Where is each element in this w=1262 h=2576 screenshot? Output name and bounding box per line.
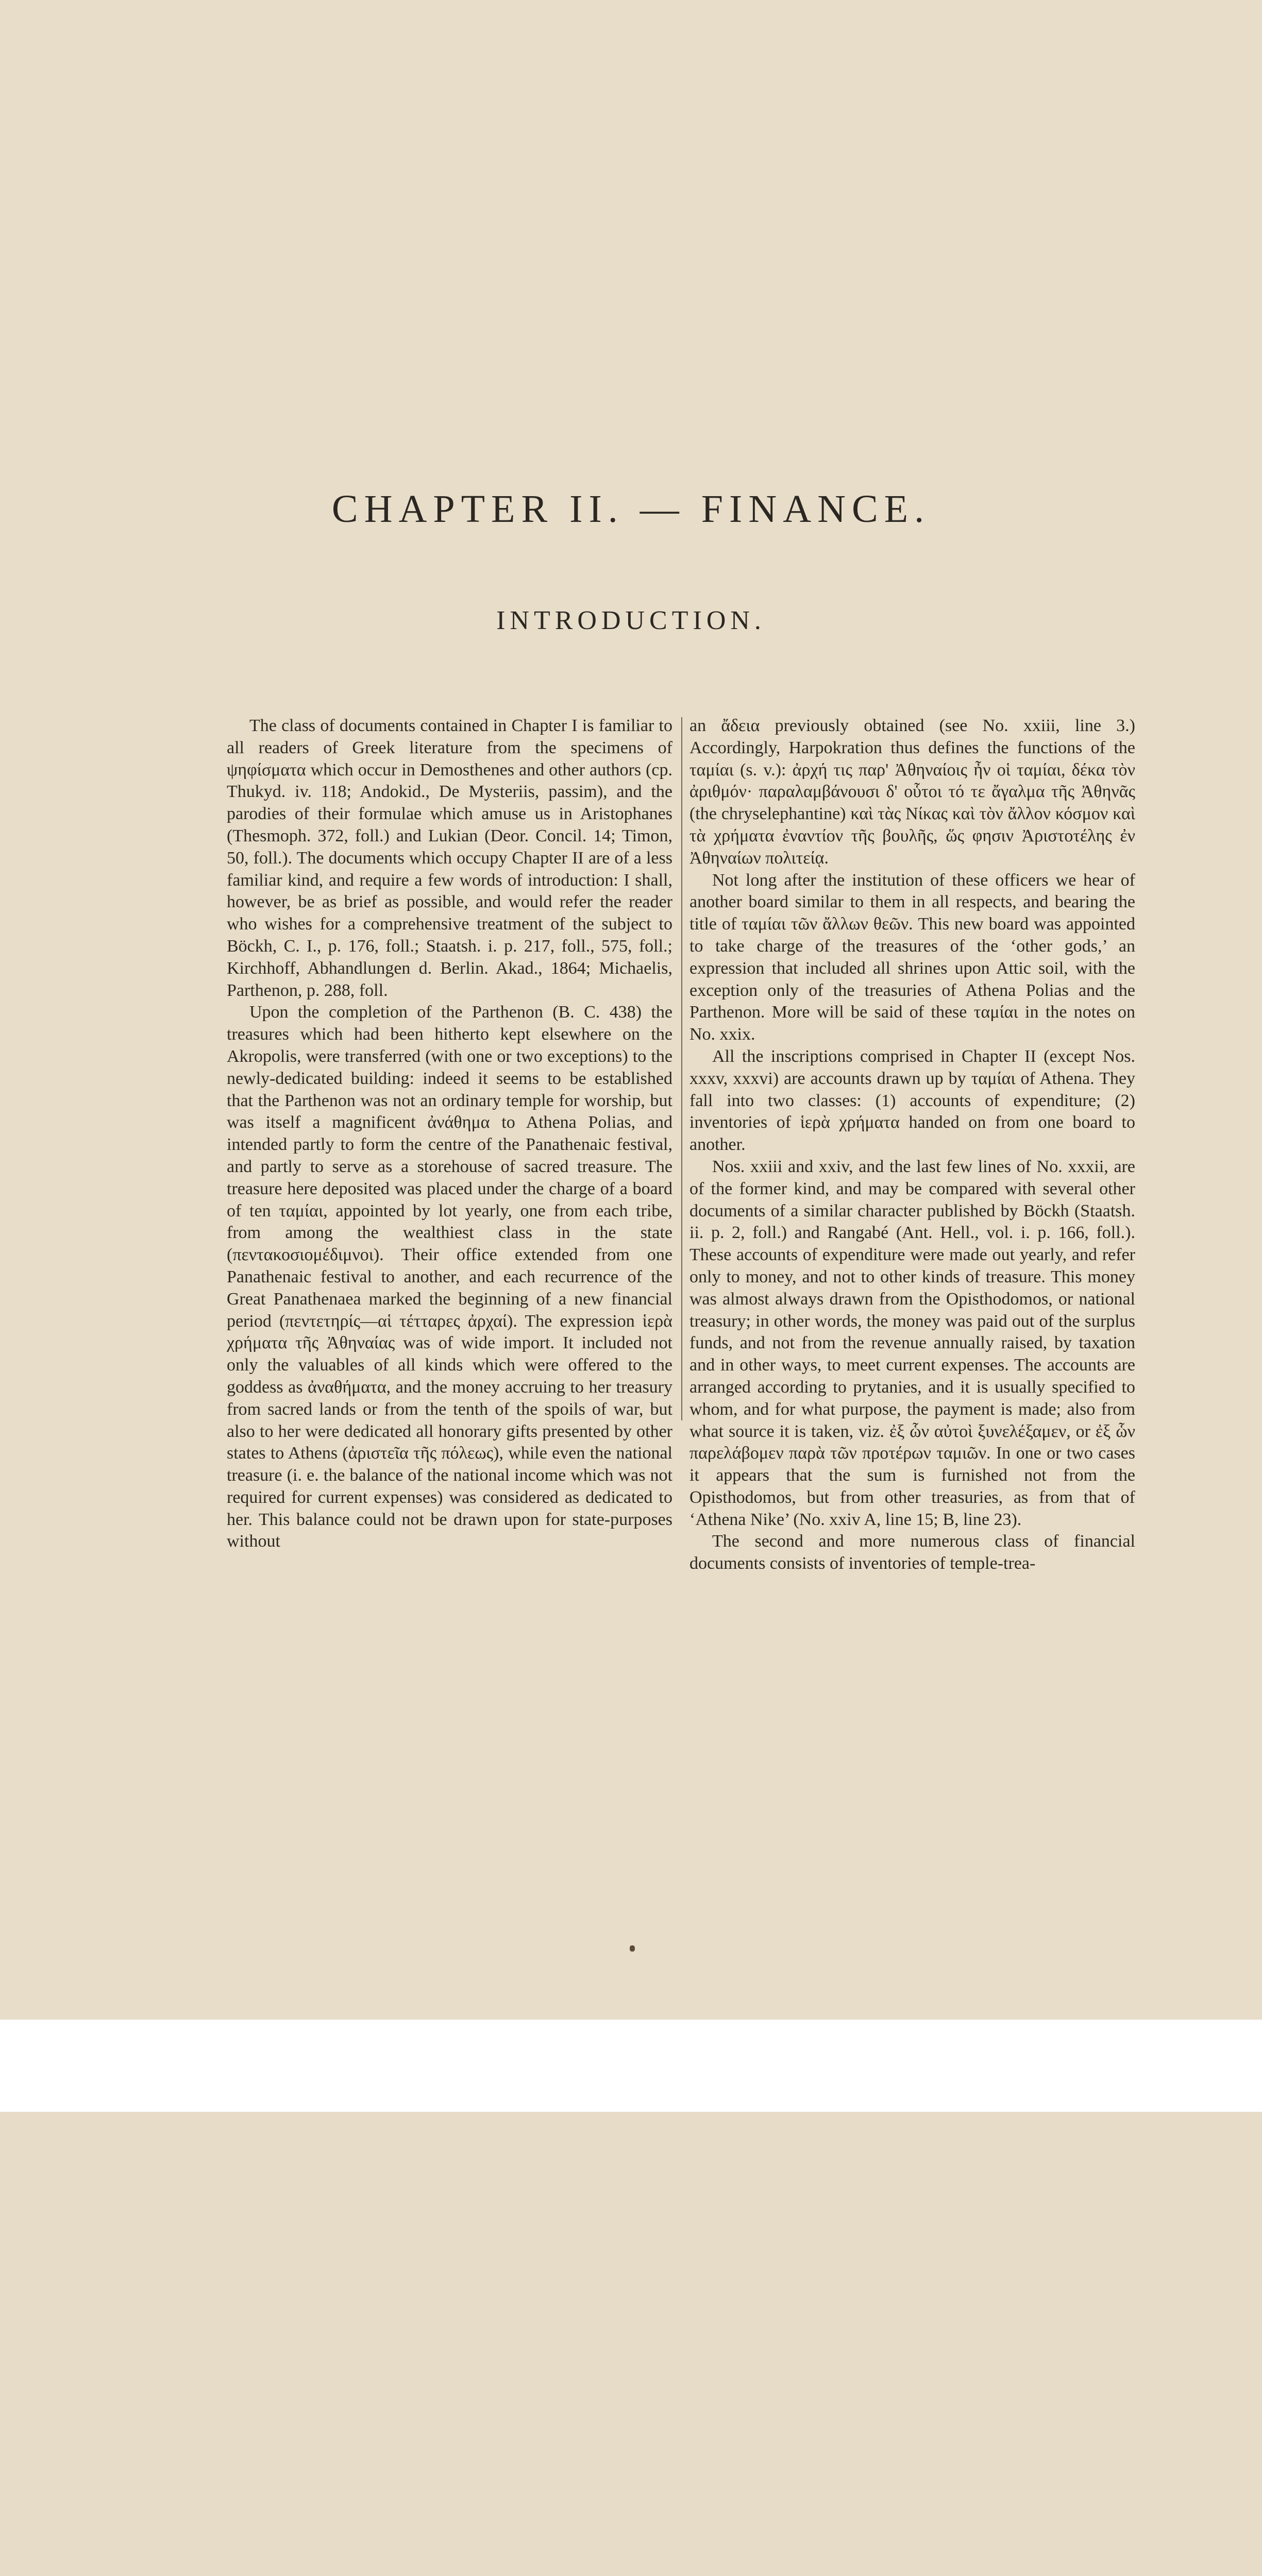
paragraph: Nos. xxiii and xxiv, and the last few lines of No. xxxii, are of the former kind, and may be compared with several other documents of a similar character published by Böckh (Staatsh. ii. p. 2, foll.) and Rangabé (Ant. Hell., vol. i. p. 166, foll.). These accounts of expenditure were made out yearly, and refer only to money, and not to other kinds of treasure. This money was almost always drawn from the Opisthodomos, or national treasury; in other words, the money was paid out of the surplus funds, and not from the revenue annually raised, by taxation and in other ways, to meet current expenses. The accounts are arranged according to prytanies, and it is usually specified to whom, and for what purpose, the payment is made; also from what source it is taken, viz. ἐξ ὧν αὐτοὶ ξυνελέξαμεν, or ἐξ ὧν παρελάβομεν παρὰ τῶν προτέρων ταμιῶν. In one or two cases it appears that the sum is furnished not from the Opisthodomos, but from other treasuries, as from that of ‘Athena Nike’ (No. xxiv A, line 15; B, line 23). xyxy=(689,1157,1135,1529)
paragraph: Upon the completion of the Parthenon (B. C. 438) the treasures which had been hitherto kept elsewhere on the Akropolis, were transferred (with one or two exceptions) to the newly-dedicated building: indeed it seems to be established that the Parthenon was not an ordinary temple for worship, but was itself a magnificent ἀνάθημα to Athena Polias, and intended partly to form the centre of the Panathenaic festival, and partly to serve as a storehouse of sacred treasure. The treasure here deposited was placed under the charge of a board of ten ταμίαι, appointed by lot yearly, one from each tribe, from among the wealthiest class in the state (πεντακοσιομέδιμνοι). Their office extended from one Panathenaic festival to another, and each recurrence of the Great Panathenaea marked the beginning of a new financial period (πεντετηρίς—αἱ τέτταρες ἀρχαί). The expression ἱερὰ χρήματα τῆς Ἀθηναίας was of wide import. It included not only the valuables of all kinds which were offered to the goddess as ἀναθήματα, and the money accruing to her treasury from sacred lands or from the tenth of the spoils of war, but also to her were dedicated all honorary gifts presented by other states to Athens (ἀριστεῖα τῆς πόλεως), while even the national treasure (i. e. the balance of the national income which was not required for current expenses) was considered as dedicated to her. This balance could not be drawn upon for state-purposes without xyxy=(227,1003,672,1551)
chapter-title: CHAPTER II. — FINANCE. xyxy=(331,487,931,531)
left-column xyxy=(227,715,672,1553)
section-title: INTRODUCTION. xyxy=(496,606,766,635)
paragraph: The class of documents contained in Chapter I is familiar to all readers of Greek literature from the specimens of ψηφίσματα which occur in Demosthenes and other authors (cp. Thukyd. iv. 118; Andokid., De Mysteriis, passim), and the parodies of their formulae which amuse us in Aristophanes (Thesmoph. 372, foll.) and Lukian (Deor. Concil. 14; Timon, 50, foll.). The documents which occupy Chapter II are of a less familiar kind, and require a few words of introduction: I shall, however, be as brief as possible, and would refer the reader who wishes for a comprehensive treatment of the subject to Böckh, C. I., p. 176, foll.; Staatsh. i. p. 217, foll., 575, foll.; Kirchhoff, Abhandlungen d. Berlin. Akad., 1864; Michaelis, Parthenon, p. 288, foll. xyxy=(227,716,672,1000)
digitization-footer xyxy=(0,2020,1262,2112)
ink-spot xyxy=(630,1945,635,1952)
paragraph: The second and more numerous class of financial documents consists of inventories of temple-trea- xyxy=(689,1532,1135,1573)
paragraph: All the inscriptions comprised in Chapter II (except Nos. xxxv, xxxvi) are accounts drawn up by ταμίαι of Athena. They fall into two classes: (1) accounts of expenditure; (2) inventories of ἱερὰ χρήματα handed on from one board to another. xyxy=(689,1046,1135,1155)
paragraph: Not long after the institution of these officers we hear of another board similar to them in all respects, and bearing the title of ταμίαι τῶν ἄλλων θεῶν. This new board was appointed to take charge of the treasures of the ‘other gods,’ an expression that included all shrines upon Attic soil, with the exception only of the treasuries of Athena Polias and the Parthenon. More will be said of these ταμίαι in the notes on No. xxix. xyxy=(689,870,1135,1044)
paragraph: an ἄδεια previously obtained (see No. xxiii, line 3.) Accordingly, Harpokration thus defines the functions of the ταμίαι (s. v.): ἀρχή τις παρ' Ἀθηναίοις ἦν οἱ ταμίαι, δέκα τὸν ἀριθμόν· παραλαμβάνουσι δ' οὗτοι τό τε ἄγαλμα τῆς Ἀθηνᾶς (the chryselephantine) καὶ τὰς Νίκας καὶ τὸν ἄλλον κόσμον καὶ τὰ χρήματα ἐναντίον τῆς βουλῆς, ὥς φησιν Ἀριστοτέλης ἐν Ἀθηναίων πολιτείᾳ. xyxy=(689,716,1135,868)
column-divider xyxy=(681,717,682,1420)
right-column xyxy=(689,715,1135,1575)
